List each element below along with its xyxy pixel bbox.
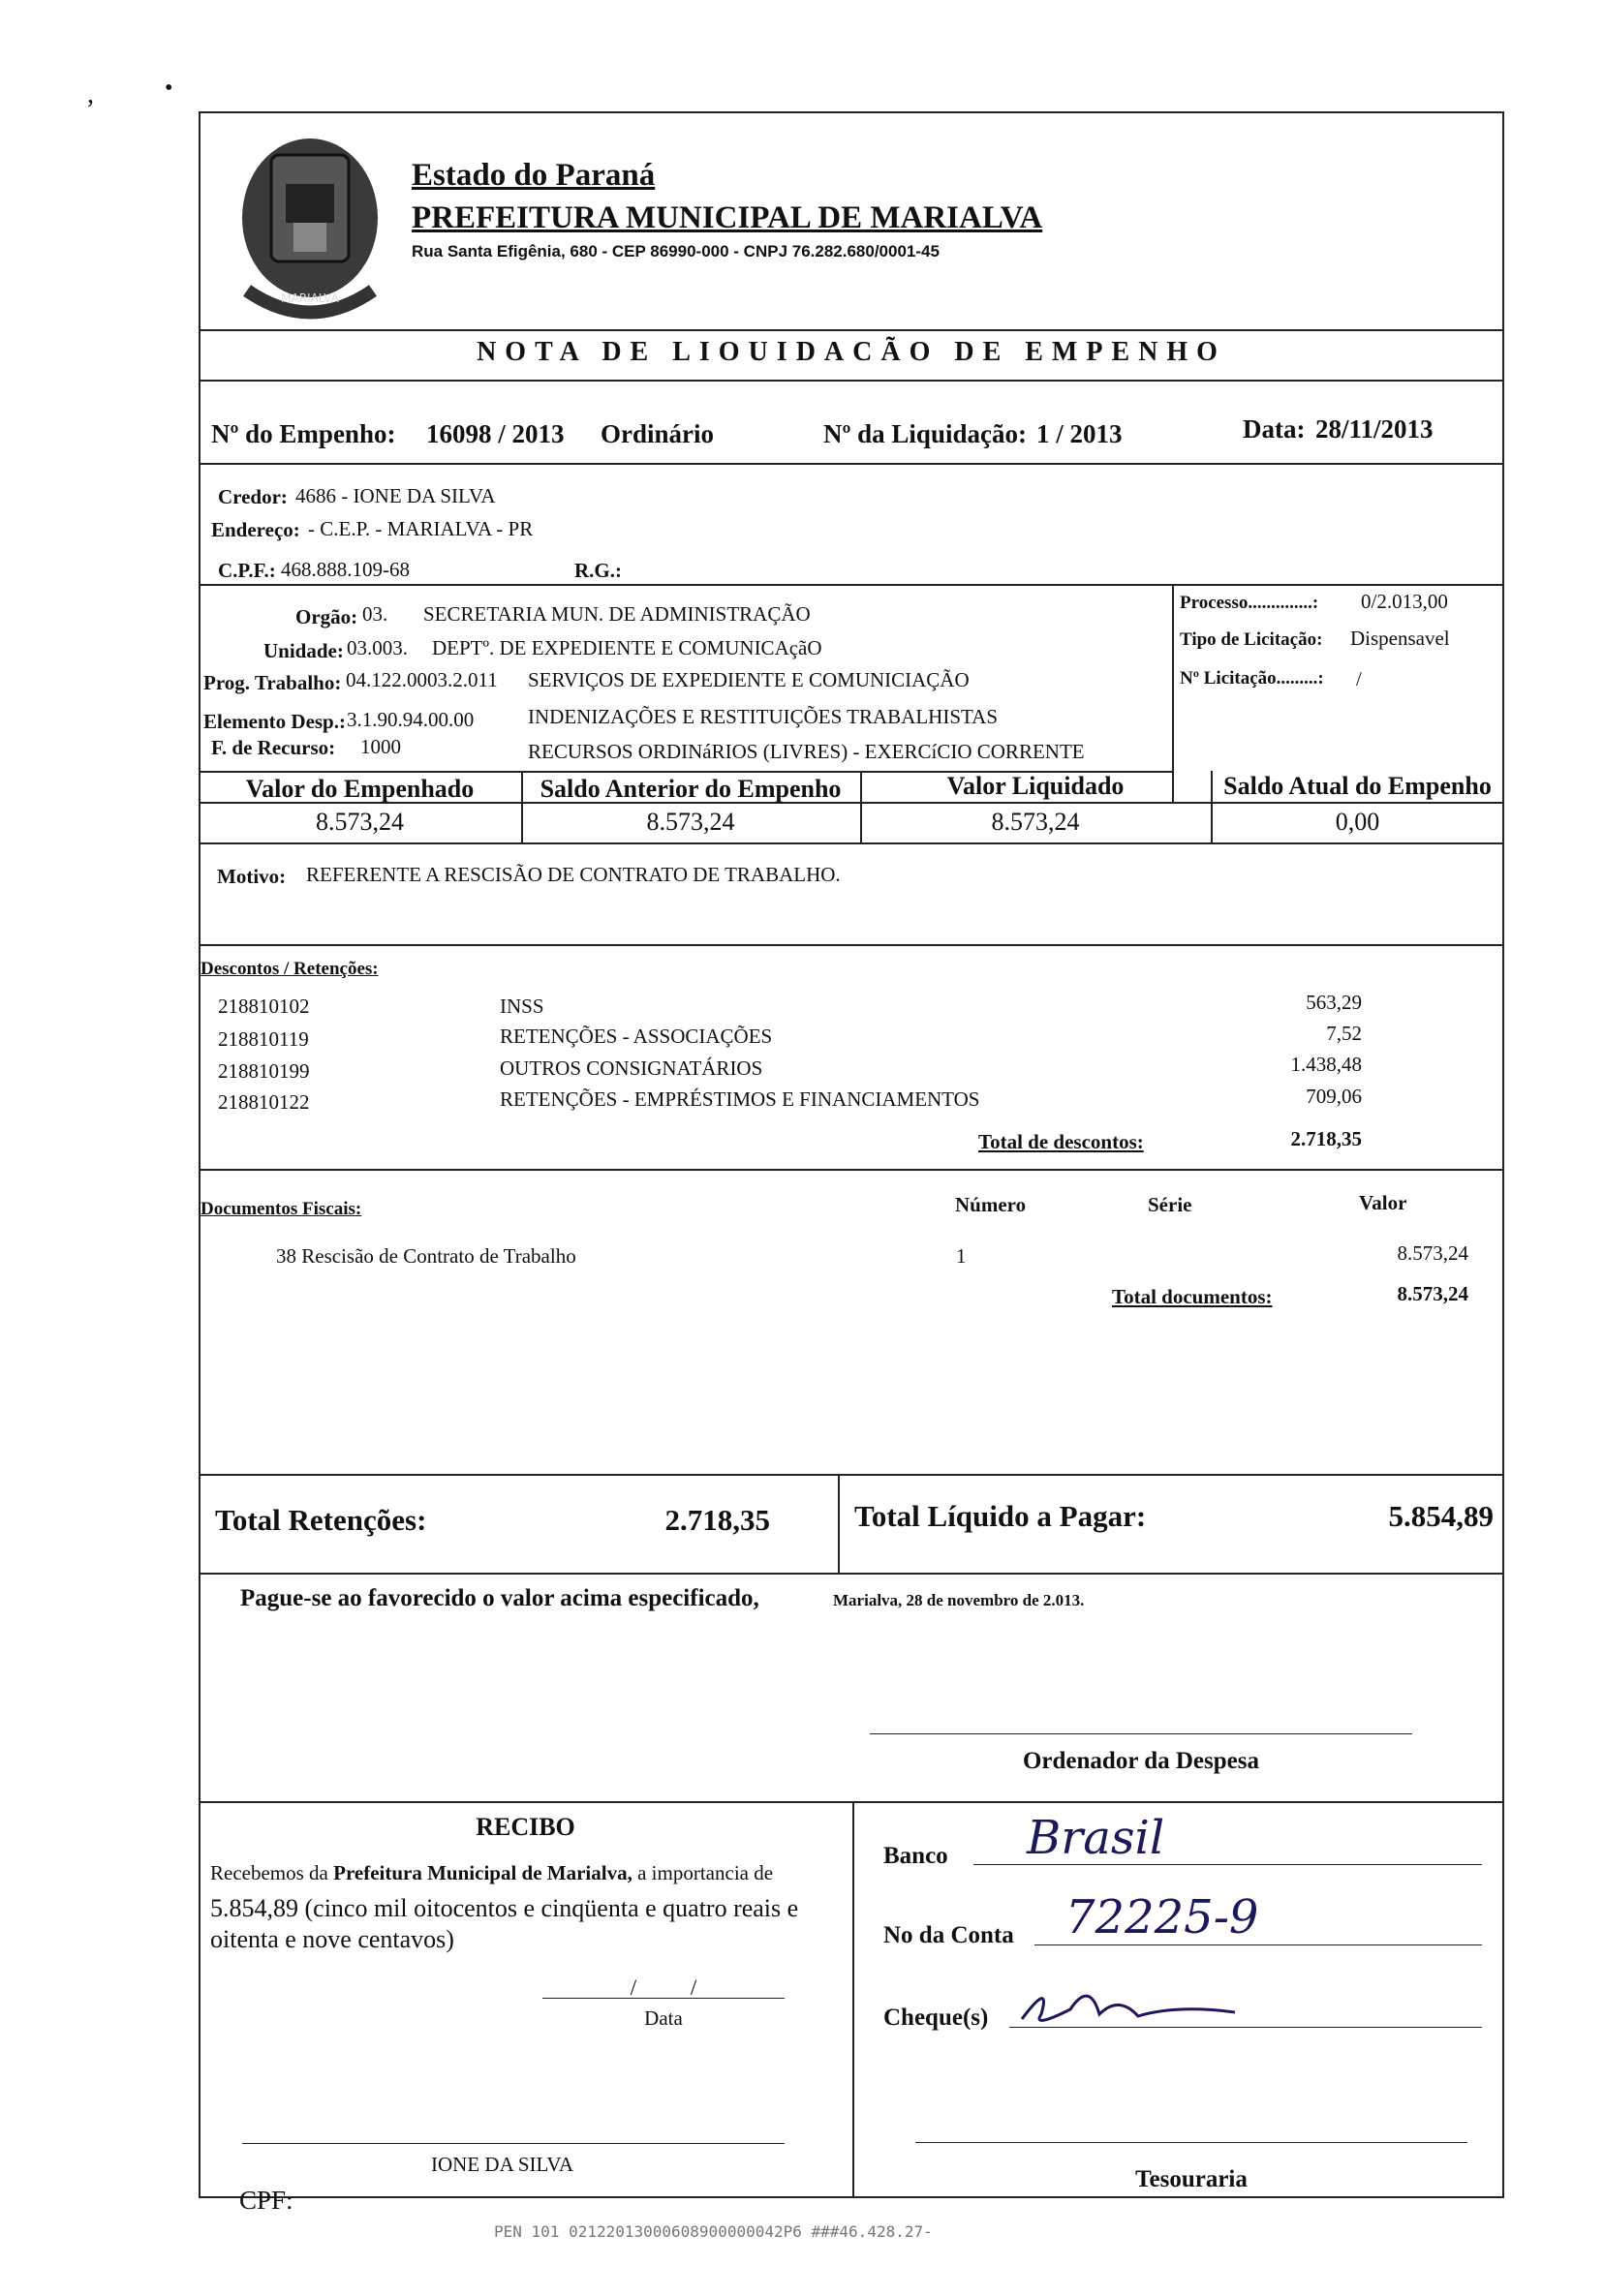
empenho-type: Ordinário <box>601 419 715 448</box>
divider <box>1172 584 1174 802</box>
documento-numero: 1 <box>956 1244 967 1268</box>
divider <box>199 944 1504 946</box>
recibo-text-suffix: a importancia de <box>637 1861 774 1884</box>
cpf-value: 468.888.109-68 <box>281 558 410 581</box>
credor-label: Credor: <box>218 485 288 508</box>
date-line <box>542 1998 785 1999</box>
documento-desc: 38 Rescisão de Contrato de Trabalho <box>276 1244 576 1268</box>
desconto-code: 218810102 <box>218 995 310 1018</box>
documentos-total-label: Total documentos: <box>1112 1285 1273 1308</box>
col-numero: Número <box>955 1193 1027 1216</box>
col-valor: Valor <box>1359 1191 1407 1214</box>
saldo-anterior-label: Saldo Anterior do Empenho <box>540 775 842 803</box>
saldo-anterior-value: 8.573,24 <box>646 808 735 836</box>
empenho-label: Nº do Empenho: <box>211 419 396 448</box>
total-liquido-label: Total Líquido a Pagar: <box>854 1499 1147 1533</box>
recibo-text-prefix: Recebemos da <box>210 1861 328 1884</box>
elemento-code: 3.1.90.94.00.00 <box>347 708 475 731</box>
desconto-desc: RETENÇÕES - EMPRÉSTIMOS E FINANCIAMENTOS <box>500 1087 980 1111</box>
recurso-value: RECURSOS ORDINáRIOS (LIVRES) - EXERCíCIO CORRENTE <box>528 740 1085 763</box>
recurso-code: 1000 <box>360 735 401 758</box>
recibo-date-slashes: / / <box>630 1975 697 2000</box>
liquidado-value: 8.573,24 <box>991 808 1080 836</box>
motivo-text: REFERENTE A RESCISÃO DE CONTRATO DE TRABALHO. <box>306 863 841 886</box>
unidade-code: 03.003. <box>347 636 408 659</box>
pague-local-data: Marialva, 28 de novembro de 2.013. <box>833 1591 1085 1609</box>
divider <box>199 380 1504 382</box>
signature-line <box>870 1733 1412 1734</box>
desconto-desc: INSS <box>500 995 544 1018</box>
cpf-label: C.P.F.: <box>218 559 276 582</box>
divider <box>199 1474 1504 1476</box>
documento-valor: 8.573,24 <box>1397 1241 1468 1265</box>
total-liquido-value: 5.854,89 <box>1388 1499 1494 1533</box>
unidade-value: DEPTº. DE EXPEDIENTE E COMUNICAçãO <box>432 636 822 659</box>
descontos-total-label: Total de descontos: <box>978 1130 1144 1153</box>
liquidacao-number: 1 / 2013 <box>1036 419 1123 448</box>
desconto-value: 7,52 <box>1326 1022 1362 1045</box>
signature-line <box>915 2142 1467 2143</box>
divider <box>852 1801 854 2198</box>
desconto-desc: OUTROS CONSIGNATÁRIOS <box>500 1056 763 1080</box>
descontos-total: 2.718,35 <box>1290 1127 1362 1150</box>
total-retencoes-value: 2.718,35 <box>664 1503 770 1537</box>
liquidado-label: Valor Liquidado <box>946 772 1125 800</box>
divider <box>199 584 1504 586</box>
credor-value: 4686 - IONE DA SILVA <box>295 484 496 507</box>
endereco-label: Endereço: <box>211 518 300 541</box>
licitacao-tipo-label: Tipo de Licitação: <box>1180 629 1323 650</box>
recibo-text-entity: Prefeitura Municipal de Marialva, <box>333 1861 632 1884</box>
saldo-atual-label: Saldo Atual do Empenho <box>1223 772 1492 800</box>
desconto-code: 218810199 <box>218 1059 310 1083</box>
desconto-code: 218810119 <box>218 1027 309 1051</box>
empenhado-label: Valor do Empenhado <box>245 775 475 803</box>
elemento-label: Elemento Desp.: <box>203 710 346 733</box>
cheque-label: Cheque(s) <box>883 2005 989 2031</box>
date-value: 28/11/2013 <box>1315 414 1434 444</box>
elemento-value: INDENIZAÇÕES E RESTITUIÇÕES TRABALHISTAS <box>528 705 999 728</box>
divider <box>199 1801 1504 1803</box>
unidade-label: Unidade: <box>263 639 344 662</box>
licitacao-num-value: / <box>1356 667 1362 690</box>
divider <box>199 329 1504 331</box>
orgao-label: Orgão: <box>295 605 358 628</box>
processo-value: 0/2.013,00 <box>1361 590 1448 613</box>
divider <box>199 463 1504 465</box>
recibo-title: RECIBO <box>476 1813 575 1841</box>
documentos-title: Documentos Fiscais: <box>200 1199 362 1219</box>
empenho-number: 16098 / 2013 <box>426 419 565 448</box>
signature-line <box>242 2143 785 2144</box>
recurso-label: F. de Recurso: <box>211 736 336 759</box>
scan-mark: , <box>87 79 94 109</box>
pague-text: Pague-se ao favorecido o valor acima especificado, <box>240 1585 759 1611</box>
divider <box>199 1573 1504 1575</box>
prefecture-address: Rua Santa Efigênia, 680 - CEP 86990-000 - CNPJ 76.282.680/0001-45 <box>412 242 940 260</box>
total-retencoes-label: Total Retenções: <box>215 1503 427 1537</box>
recibo-cpf-label: CPF: <box>239 2186 293 2215</box>
cheque-signature <box>1012 1975 1245 2038</box>
prog-value: SERVIÇOS DE EXPEDIENTE E COMUNICIAÇÃO <box>528 668 970 691</box>
desconto-value: 1.438,48 <box>1290 1053 1362 1076</box>
saldo-atual-value: 0,00 <box>1335 808 1380 836</box>
descontos-title: Descontos / Retenções: <box>200 959 379 979</box>
recibo-signer: IONE DA SILVA <box>431 2153 574 2176</box>
desconto-desc: RETENÇÕES - ASSOCIAÇÕES <box>500 1025 773 1048</box>
banco-label: Banco <box>883 1843 948 1869</box>
col-serie: Série <box>1148 1193 1192 1216</box>
orgao-code: 03. <box>362 602 388 626</box>
footer-code: PEN 101 02122013000608900000042P6 ###46.428.27- <box>494 2222 933 2241</box>
banco-handwriting: Brasil <box>1027 1811 1165 1865</box>
recibo-amount-text: 5.854,89 (cinco mil oitocentos e cinqüenta e quatro reais e oitenta e nove centavos) <box>210 1894 799 1953</box>
state-name: Estado do Paraná <box>412 158 656 193</box>
prog-label: Prog. Trabalho: <box>203 671 342 694</box>
documentos-total: 8.573,24 <box>1397 1282 1468 1305</box>
liquidacao-label: Nº da Liquidação: <box>823 419 1027 448</box>
desconto-value: 709,06 <box>1306 1085 1362 1108</box>
prefecture-name: PREFEITURA MUNICIPAL DE MARIALVA <box>412 200 1043 235</box>
processo-label: Processo..............: <box>1180 593 1319 613</box>
divider <box>199 842 1504 844</box>
date-label: Data: <box>1243 414 1306 444</box>
conta-line <box>1034 1944 1482 1945</box>
tesouraria-title: Tesouraria <box>1135 2166 1248 2192</box>
ordenador-label: Ordenador da Despesa <box>1022 1748 1259 1774</box>
desconto-value: 563,29 <box>1306 991 1362 1014</box>
divider <box>838 1474 840 1573</box>
recibo-date-label: Data <box>644 2006 683 2030</box>
empenhado-value: 8.573,24 <box>316 808 404 836</box>
licitacao-tipo-value: Dispensavel <box>1350 627 1450 650</box>
document-title: NOTA DE LIOUIDACÃO DE EMPENHO <box>477 337 1226 367</box>
licitacao-num-label: Nº Licitação.........: <box>1180 668 1324 689</box>
prog-code: 04.122.0003.2.011 <box>346 668 498 691</box>
rg-label: R.G.: <box>574 559 622 582</box>
conta-label: No da Conta <box>883 1922 1014 1948</box>
orgao-value: SECRETARIA MUN. DE ADMINISTRAÇÃO <box>423 602 811 626</box>
conta-handwriting: 72225-9 <box>1065 1890 1259 1944</box>
recibo-text <box>210 1861 840 1885</box>
scan-mark: • <box>165 76 173 101</box>
motivo-label: Motivo: <box>217 865 287 888</box>
crest-text: MARIALVA <box>281 291 339 305</box>
divider <box>199 1169 1504 1171</box>
crest-logo <box>237 126 383 334</box>
desconto-code: 218810122 <box>218 1090 310 1114</box>
endereco-value: - C.E.P. - MARIALVA - PR <box>308 517 534 540</box>
